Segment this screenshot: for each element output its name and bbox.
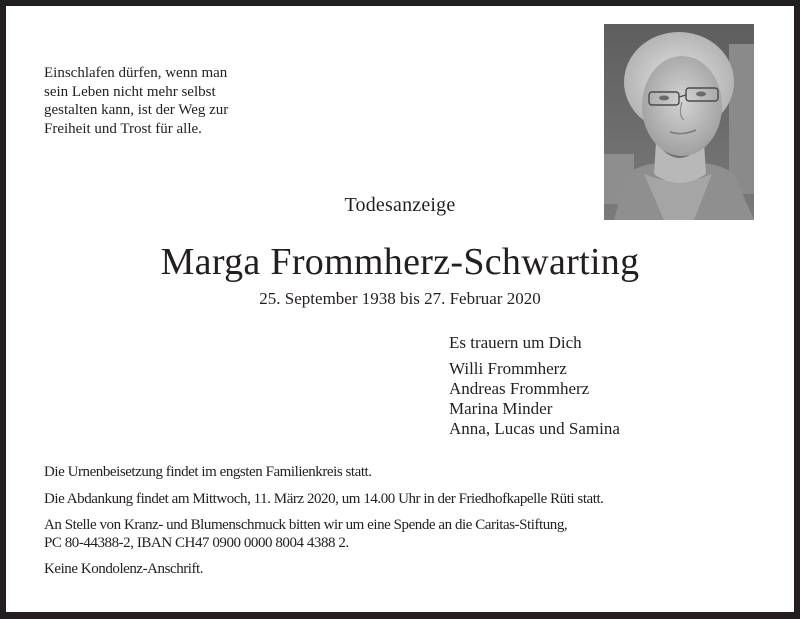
portrait-photo (604, 24, 754, 220)
burial-note: Die Urnenbeisetzung findet im engsten Familienkreis statt. (44, 464, 372, 480)
motto-line: Freiheit und Trost für alle. (44, 120, 202, 137)
donation-line-2: PC 80-44388-2, IBAN CH47 0900 0000 8004 4388 2. (44, 534, 349, 551)
mourners-list (449, 359, 620, 439)
motto-line: sein Leben nicht mehr selbst (44, 83, 216, 100)
obituary-card (6, 6, 794, 612)
mourner-name: Anna, Lucas und Samina (449, 419, 620, 438)
deceased-name: Marga Frommherz-Schwarting (160, 241, 640, 283)
motto-line: gestalten kann, ist der Weg zur (44, 102, 229, 118)
mourners-intro: Es trauern um Dich (449, 333, 582, 352)
condolence-note: Keine Kondolenz-Anschrift. (44, 561, 204, 577)
mourner-name: Marina Minder (449, 399, 553, 418)
notice-heading: Todesanzeige (344, 194, 456, 216)
service-note: Die Abdankung findet am Mittwoch, 11. März 2020, um 14.00 Uhr in der Friedhofkapelle Rüti statt. (44, 490, 604, 507)
motto-line: Einschlafen dürfen, wenn man (44, 65, 228, 81)
mourner-name: Willi Frommherz (449, 359, 567, 378)
portrait-image (604, 24, 754, 220)
donation-line-1: An Stelle von Kranz- und Blumenschmuck bitten wir um eine Spende an die Caritas-Stiftung, (44, 517, 568, 533)
life-dates: 25. September 1938 bis 27. Februar 2020 (259, 289, 541, 308)
notes-block (44, 464, 764, 588)
mourner-name: Andreas Frommherz (449, 379, 590, 398)
motto-quote (44, 64, 284, 138)
mourners-block (449, 333, 620, 439)
donation-note (44, 517, 764, 552)
